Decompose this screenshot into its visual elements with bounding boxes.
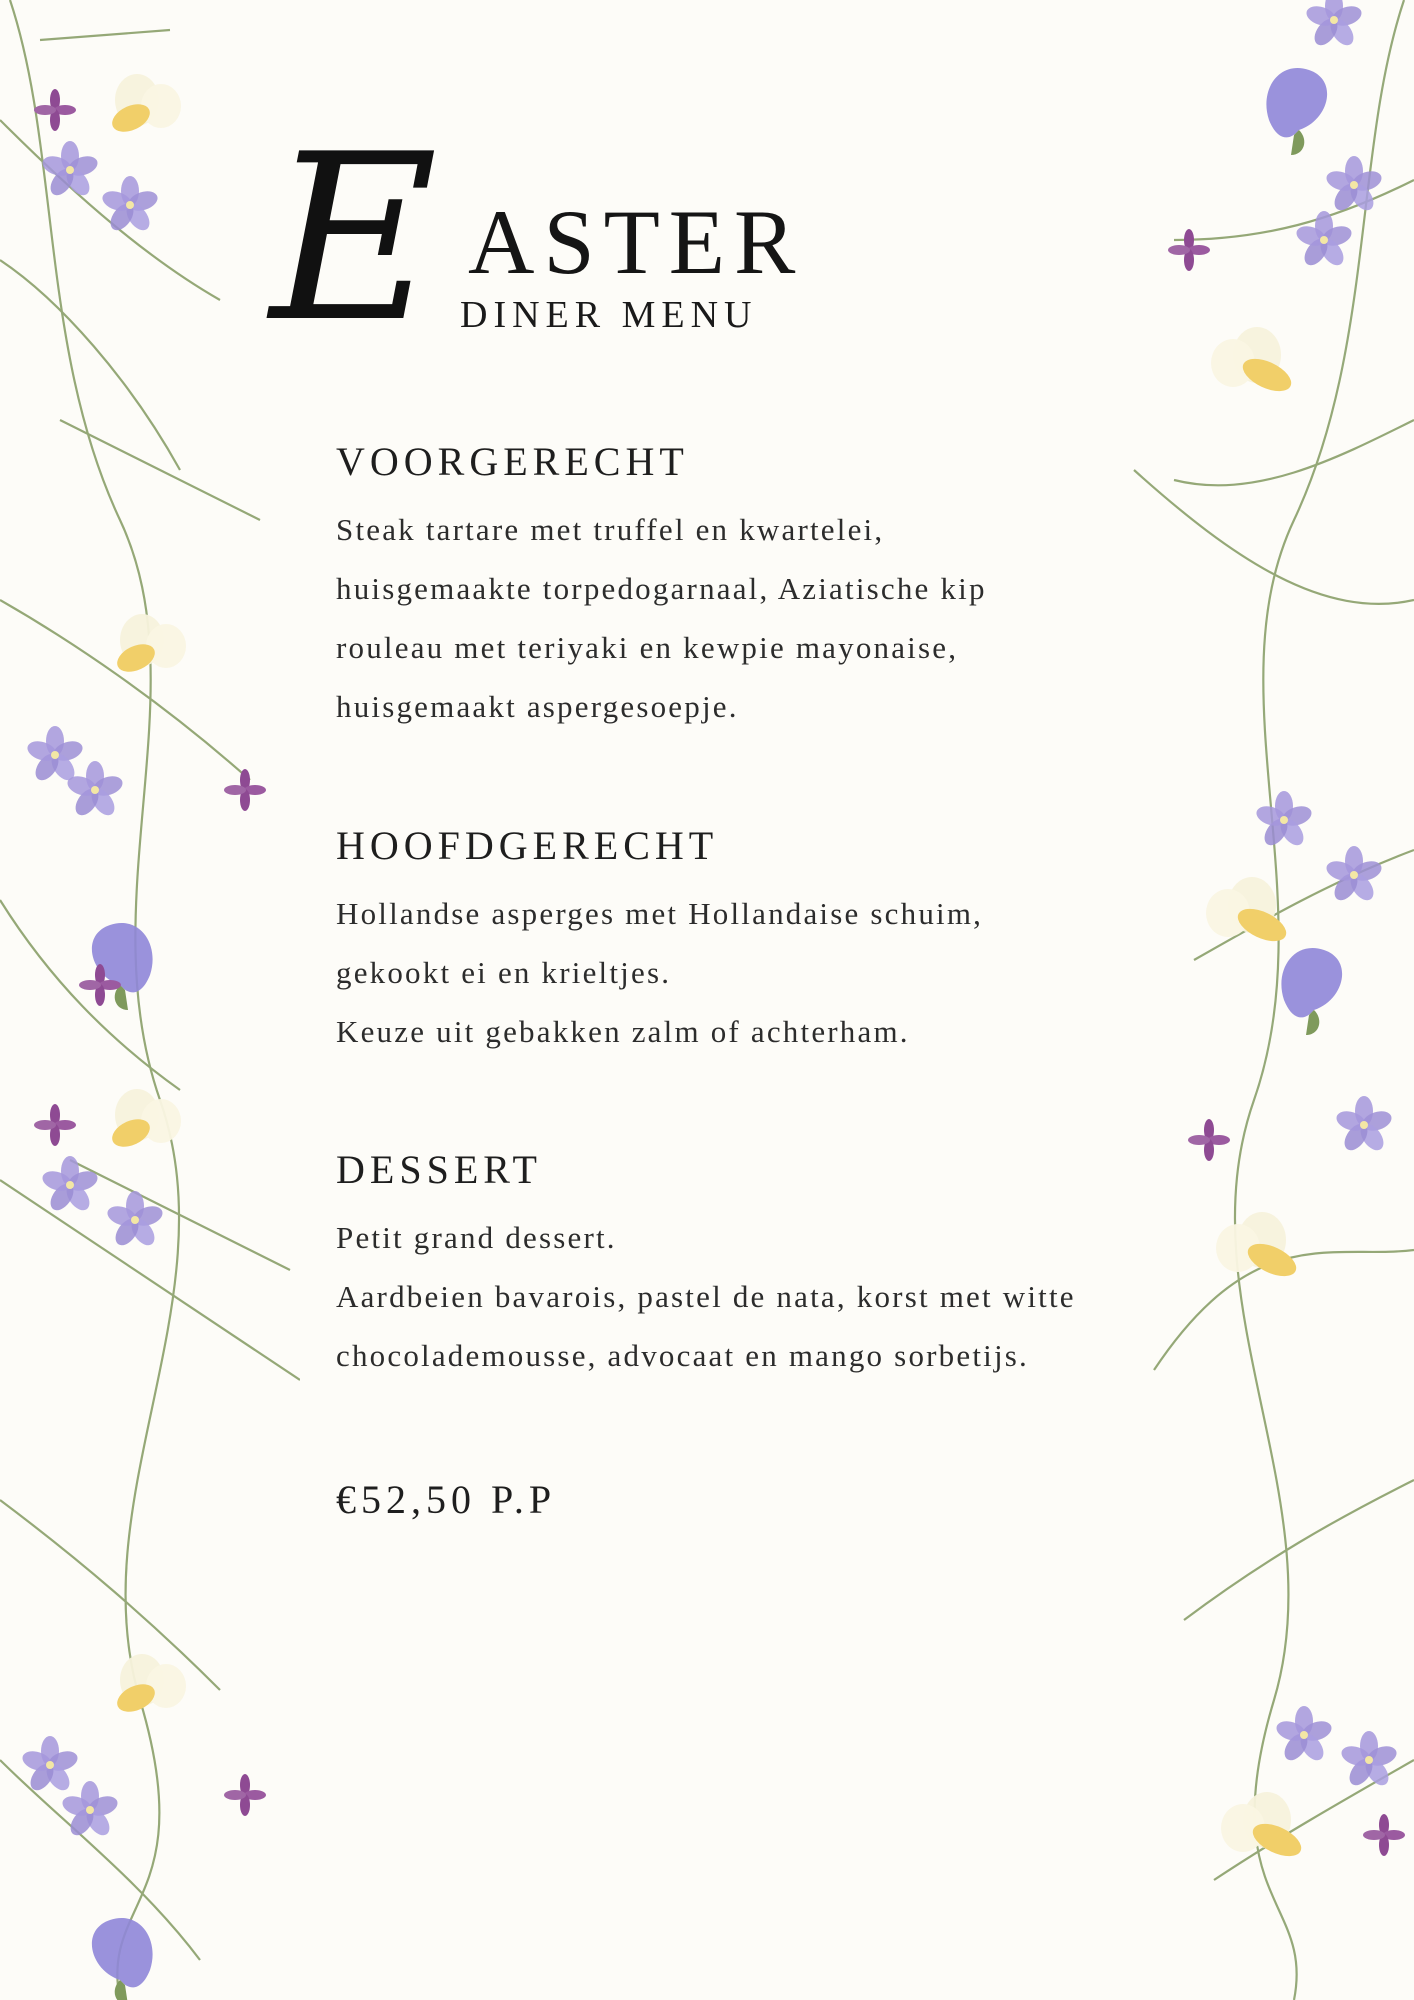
dish-line: rouleau met teriyaki en kewpie mayonaise, — [336, 630, 959, 665]
dish-line: gekookt ei en krieltjes. — [336, 955, 672, 990]
section-hoofdgerecht — [336, 820, 983, 1061]
title-initial: E — [270, 106, 438, 373]
dish-line: Steak tartare met truffel en kwartelei, — [336, 512, 885, 547]
section-heading: VOORGERECHT — [336, 439, 689, 484]
section-voorgerecht — [336, 436, 987, 736]
dish-line: Aardbeien bavarois, pastel de nata, korst met witte — [336, 1279, 1076, 1314]
section-heading: DESSERT — [336, 1147, 542, 1192]
menu-subtitle: DINER MENU — [460, 294, 758, 336]
dish-line: Hollandse asperges met Hollandaise schuim, — [336, 896, 984, 931]
section-dessert — [336, 1144, 1076, 1385]
price-per-person: €52,50 P.P — [336, 1477, 557, 1522]
dish-line: Petit grand dessert. — [336, 1220, 617, 1255]
dish-line: huisgemaakte torpedogarnaal, Aziatische kip — [336, 571, 987, 606]
dish-line: huisgemaakt aspergesoepje. — [336, 689, 739, 724]
wildflower-border-right-icon — [1114, 0, 1414, 2000]
section-heading: HOOFDGERECHT — [336, 823, 719, 868]
title-rest: ASTER — [468, 191, 805, 293]
dish-line: Keuze uit gebakken zalm of achterham. — [336, 1014, 910, 1049]
dish-line: chocolademousse, advocaat en mango sorbetijs. — [336, 1338, 1029, 1373]
menu-title — [270, 106, 830, 373]
wildflower-border-left-icon — [0, 0, 300, 2000]
